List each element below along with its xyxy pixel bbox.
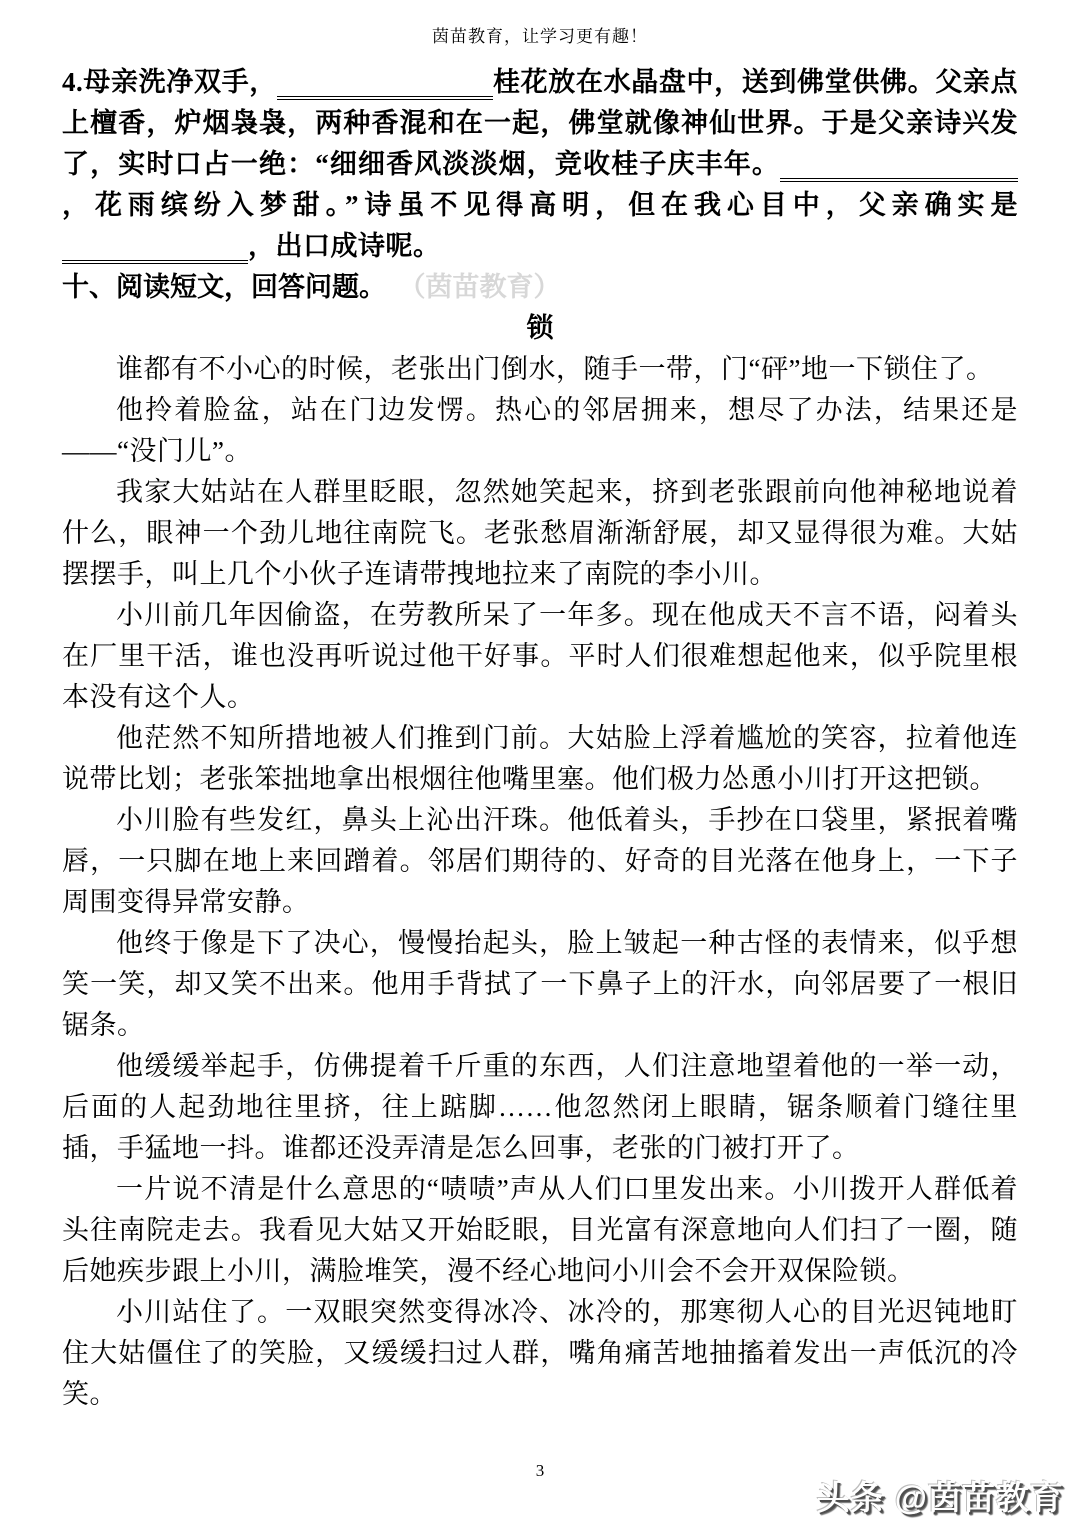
story-paragraph: 他缓缓举起手，仿佛提着千斤重的东西，人们注意地望着他的一举一动，后面的人起劲地往里挤，往上踮脚……他忽然闭上眼睛，锯条顺着门缝往里插，手猛地一抖。谁都还没弄清是怎么回事，老张的门被打开了。 (62, 1051, 1018, 1163)
story-paragraph: 一片说不清是什么意思的“啧啧”声从人们口里发出来。小川拨开人群低着头往南院走去。我看见大姑又开始眨眼，目光富有深意地向人们扫了一圈，随后她疾步跟上小川，满脸堆笑，漫不经心地问小川会不会开双保险锁。 (62, 1174, 1018, 1286)
question-4-text-1: 4.母亲洗净双手， (62, 67, 277, 97)
story-paragraph: 他茫然不知所措地被人们推到门前。大姑脸上浮着尴尬的笑容，拉着他连说带比划；老张笨拙地拿出根烟往他嘴里塞。他们极力怂恿小川打开这把锁。 (62, 723, 1018, 794)
toutiao-brand-watermark: 头条 @茵苗教育 (816, 1479, 1064, 1516)
answer-blank-2[interactable] (780, 152, 1018, 182)
header-slogan: 茵苗教育，让学习更有趣！ (432, 27, 648, 46)
story-paragraph: 小川脸有些发红，鼻头上沁出汗珠。他低着头，手抄在口袋里，紧抿着嘴唇，一只脚在地上来回蹭着。邻居们期待的、好奇的目光落在他身上，一下子周围变得异常安静。 (62, 805, 1018, 917)
question-4-text-2: 桂花放在水晶盘中，送到佛堂供佛。父亲点上檀香，炉烟袅袅，两种香混和在一起，佛堂就像神仙世界。于是父亲诗兴发了，实时口占一绝：“细细香风淡淡烟，竞收桂子庆丰年。 (62, 67, 1019, 179)
answer-blank-1[interactable] (277, 70, 493, 100)
question-4-text-4: ，出口成诗呢。 (248, 231, 441, 261)
question-4 (62, 62, 1018, 267)
section-10-heading: 十、阅读短文，回答问题。 (62, 272, 386, 302)
section-10-heading-row (62, 267, 1018, 308)
story-paragraph: 谁都有不小心的时候，老张出门倒水，随手一带，门“砰”地一下锁住了。 (116, 354, 994, 384)
answer-blank-3[interactable] (62, 234, 248, 264)
story-paragraph: 他拎着脸盆，站在门边发愣。热心的邻居拥来，想尽了办法，结果还是——“没门儿”。 (62, 395, 1018, 466)
inline-brand-watermark: （茵苗教育） (412, 272, 561, 302)
page-number: 3 (535, 1461, 545, 1480)
question-4-text-3: ，花雨缤纷入梦甜。”诗虽不见得高明，但在我心目中，父亲确实是 (62, 190, 1018, 220)
story-paragraph: 小川前几年因偷盗，在劳教所呆了一年多。现在他成天不言不语，闷着头在厂里干活，谁也没再听说过他干好事。平时人们很难想起他来，似乎院里根本没有这个人。 (62, 600, 1018, 712)
story-paragraph: 我家大姑站在人群里眨眼，忽然她笑起来，挤到老张跟前向他神秘地说着什么，眼神一个劲儿地往南院飞。老张愁眉渐渐舒展，却又显得很为难。大姑摆摆手，叫上几个小伙子连请带拽地拉来了南院的李小川。 (62, 477, 1018, 589)
story-title: 锁 (526, 313, 554, 343)
story-paragraph: 他终于像是下了决心，慢慢抬起头，脸上皱起一种古怪的表情来，似乎想笑一笑，却又笑不出来。他用手背拭了一下鼻子上的汗水，向邻居要了一根旧锯条。 (62, 928, 1018, 1040)
story-paragraph: 小川站住了。一双眼突然变得冰冷、冰冷的，那寒彻人心的目光迟钝地盯住大姑僵住了的笑脸，又缓缓扫过人群，嘴角痛苦地抽搐着发出一声低沉的冷笑。 (62, 1297, 1018, 1409)
